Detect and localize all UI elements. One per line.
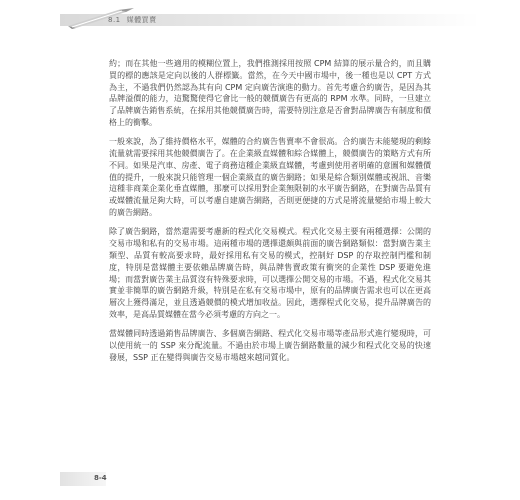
page-footer (0, 468, 520, 492)
paragraph-2: 一般來說，為了維持價格水平，媒體的合約廣告售賣率不會很高。合約廣告未能變現的剩餘流量就需要採用其他競價廣告了。在企業級直媒體和綜合媒體上，競價廣告的策略方式有所不同。如果是汽車、房產、電子商務這種企業級直媒體，考慮到使用者明確的意圖和媒體價值的提升，一般來說只能管理一個企業級直的廣告網路；如果是綜合類別媒體或視訊、音樂這種非商業企業化垂直媒體，那麼可以採用對企業無限制的水平廣告網路，在對廣告品質有或媒體流量足夠大時，可以考慮自建廣告網路，否則更便捷的方式是將流量變給市場上較大的廣告網路。 (109, 137, 431, 218)
body-text (109, 58, 431, 371)
paragraph-4: 當媒體同時透過銷售品牌廣告、多個廣告網路、程式化交易市場等產品形式進行變現時，可以使用統一的 SSP 來分配流量。不過由於市場上廣告網路數量的減少和程式化交易的快速發展，SSP 正在變得與廣告交易市場越來越同質化。 (109, 329, 431, 362)
paragraph-3: 除了廣告網路，當然還需要考慮新的程式化交易模式。程式化交易主要有兩種選擇：公開的交易市場和私有的交易市場。這兩種市場的選擇還頗與前面的廣告網路類似：當對廣告業主類型、品質有較高要求時，最好採用私有交易的模式，控制好 DSP 的存取控制門檻和制度，特別是當媒體主要依賴品牌廣告時，與品牌售賣政策有衝突的企業性 DSP 要避免進場；而當對廣告業主品質沒有特殊要求時，可以選擇公開交易的市場。不過，程式化交易其實並非簡單的廣告網路升級，特別是在私有交易市場中，原有的品牌廣告需求也可以在更高層次上獲得滿足，並且透過競價的模式增加收益。因此，選擇程式化交易，提升品牌廣告的效率，是高品質媒體在當今必須考慮的方向之一。 (109, 227, 431, 319)
running-header (108, 14, 157, 26)
section-title: 媒體買賣 (126, 16, 157, 24)
page-header (0, 0, 520, 44)
section-number: 8.1 (108, 16, 121, 24)
paragraph-1: 約；而在其他一些適用的模糊位置上，我們推測採用按照 CPM 結算的展示量合約，而且購買的標的應該是定向以後的人群標籤。當然，在今天中國市場中，後一種也是以 CPT 方式為主，不過我們仍然認為其有向 CPM 定向廣告演進的動力。首先考慮合約廣告，是因為其品牌溢價的能力，這驚驚使得它會比一般的競價廣告有更高的 RPM 水準。同時，一旦建立了品牌廣告銷售系統，在採用其他競價廣告時，需要特別注意是否會對品牌廣告有制度和價格上的衝擊。 (109, 59, 431, 127)
page-number: 8-4 (94, 474, 107, 482)
